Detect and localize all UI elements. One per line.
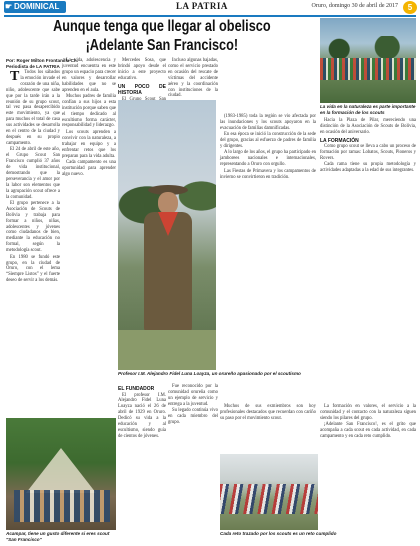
article-column-1 xyxy=(6,70,60,415)
article-paragraph: El grupo pertenece a la Asociación de Scouts de Bolivia y trabaja para formar a niños, niñas, adolescentes y jóvenes como ciudadanos de bien, mediante la educación no formal, según la metodología scout. xyxy=(6,200,60,254)
article-paragraph: A lo largo de los años, el grupo ha participado en jamborees nacionales e internacionales, representando a Oruro con orgullo. xyxy=(220,150,316,168)
byline-text: Por: Roger Milton Frontanilla Ch. Periodista de LA PATRIA xyxy=(6,58,78,69)
section-heading-history: UN POCO DE HISTORIA xyxy=(118,83,166,97)
article-column-b1 xyxy=(118,384,166,514)
photo-crowd xyxy=(320,58,416,80)
article-paragraph: Las Fiestas de Primavera y los campamentos de invierno se convirtieron en tradición. xyxy=(220,168,316,180)
article-paragraph: (1983-1985) toda la región se vio afectada por las inundaciones y los scouts apoyaron en la evacuación de familias damnificadas. xyxy=(220,114,316,131)
article-paragraph: Cada rama tiene su propia metodología y actividades adaptadas a la edad de sus integrantes. xyxy=(320,162,416,174)
article-paragraph: La vida, adolescencia y juventud encuentra en este grupo un espacio para crecer en valores y desarrollar habilidades que no se aprenden en el aula. xyxy=(62,58,116,93)
article-paragraph: En 1980 se fundó este grupo, en la ciudad de Oruro, con el lema “Siempre Listos” y el fuerte deseo de servir a los demás. xyxy=(6,254,60,284)
article-column-7 xyxy=(320,118,416,403)
photo-camping xyxy=(6,418,116,530)
page-header xyxy=(0,0,420,14)
article-paragraph: La formación en valores, el servicio a la comunidad y el contacto con la naturaleza siguen siendo los pilares del grupo. xyxy=(320,404,416,421)
article-column-b3 xyxy=(220,404,316,452)
section-label: DOMINICAL xyxy=(14,2,60,11)
photo-tent xyxy=(26,448,96,493)
article-paragraph: El profesor I.M. Alejandro Fidel Luna Loayza nació el 26 de abril de 1929 en Oruro. Dedicó su vida a la educación y al escultismo, siendo guía de cientos de jóvenes. xyxy=(118,392,166,439)
headline-line-2: ¡Adelante San Francisco! xyxy=(85,37,239,54)
article-column-2 xyxy=(62,58,116,415)
article-paragraph: Incluso algunas bajadas, como el servicio prestado en ocasión del rescate de víctimas del accidente aéreo y la coordinación con instituciones de la ciudad. xyxy=(168,58,218,99)
article-column-b2 xyxy=(168,384,218,514)
article-column-4 xyxy=(168,58,218,98)
article-paragraph: Muchos padres de familia confían a sus hijos a esta institución porque saben que el tiempo dedicado al escultismo forma carácter, responsabilidad y liderazgo. xyxy=(62,93,116,129)
article-paragraph: T Todos los sábados la emoción invade el corazón de una niña, niño, adolescente que sabe que por la tarde irán a la reunión de su grupo scout, tal vez pasa desapercibido este movimiento, ya que para muchos el total de casa sus actividades se desarrolla en el centro de la ciudad y después en su propio campamento. xyxy=(6,69,60,146)
article-paragraph: Hacia la Plaza de Pilar, mereciendo una distinción de la Asociación de Scouts de Bolivia, en ocasión del aniversario. xyxy=(320,118,416,135)
photo-caption-bottom-right: Cada reto trazado por los scouts es un reto cumplido xyxy=(220,531,337,536)
section-heading-founder: EL FUNDADOR xyxy=(118,386,155,392)
photo-caption-main: Profesor I.M. Alejandro Fidel Luna Loayza, un orureño apasionado por el scoutismo xyxy=(118,371,301,376)
photo-founder-portrait xyxy=(118,100,216,370)
article-paragraph: Cada campamento es una oportunidad para aprender algo nuevo. xyxy=(62,159,116,177)
article-paragraph: Muchos de sus exmiembros son hoy profesionales destacados que recuerdan con cariño su paso por el movimiento scout. xyxy=(220,404,316,421)
article-column-3 xyxy=(118,58,166,98)
article-paragraph: El 24 de abril de este año, el Grupo Scout San Francisco cumplió 37 años de vida institucional, demostrando que la perseverancia y el amor por la labor son elementos que la agrupación scout ofrece a la comunidad. xyxy=(6,147,60,200)
photo-hike xyxy=(220,454,318,530)
article-column-6 xyxy=(220,114,316,399)
headline xyxy=(4,17,271,55)
article-paragraph: En esa época se inició la construcción de la sede del grupo, gracias al esfuerzo de padres de familia y dirigentes. xyxy=(220,132,316,150)
section-heading-formation: LA FORMACIÓN xyxy=(320,137,359,144)
article-paragraph: Su legado continúa vivo en cada miembro del grupo. xyxy=(168,408,218,425)
photo-trail xyxy=(220,484,318,514)
dateline: Oruro, domingo 30 de abril de 2017 xyxy=(311,3,398,9)
hand-icon: ☛ xyxy=(5,2,13,11)
article-column-right-bottom xyxy=(320,404,416,529)
headline-line-1: Aunque tenga que llegar al obelisco xyxy=(53,18,271,35)
photo-scouts-group xyxy=(320,18,416,103)
newspaper-name: LA PATRIA xyxy=(176,1,228,11)
article-paragraph: ¡Adelante San Francisco!, es el grito que acompaña a cada scout en cada actividad, en cada campamento y en cada reto cumplido. xyxy=(320,422,416,440)
article-paragraph: Los scouts aprenden a convivir con la naturaleza, a trabajar en equipo y a enfrentar retos que los preparan para la vida adulta. xyxy=(62,129,116,159)
photo-people xyxy=(14,490,110,522)
page-number-badge: 5 xyxy=(403,1,417,14)
article-paragraph: Fue reconocido por la comunidad orureña como un ejemplo de servicio y entrega a la juventud. xyxy=(168,384,218,407)
photo-caption-bottom-left: Acampar, tiene un gusto diferente si eres scout "San Francisco" xyxy=(6,531,110,542)
photo-trees xyxy=(320,36,416,58)
photo-head xyxy=(158,192,178,214)
article-paragraph: Mercedes Sosa, que brindó apoyo desde el inicio a este proyecto educativo. xyxy=(118,58,166,81)
article-paragraph: Como grupo scout se lleva a cabo un proceso de formación por ramas: Lobatos, Scouts, Pioneros y Rovers. xyxy=(320,144,416,162)
section-banner xyxy=(4,1,66,13)
photo-ground xyxy=(118,330,216,370)
photo-caption-top: La vida en la naturaleza es parte importante en la formación de los scouts xyxy=(320,104,416,115)
drop-cap: T xyxy=(10,69,20,84)
